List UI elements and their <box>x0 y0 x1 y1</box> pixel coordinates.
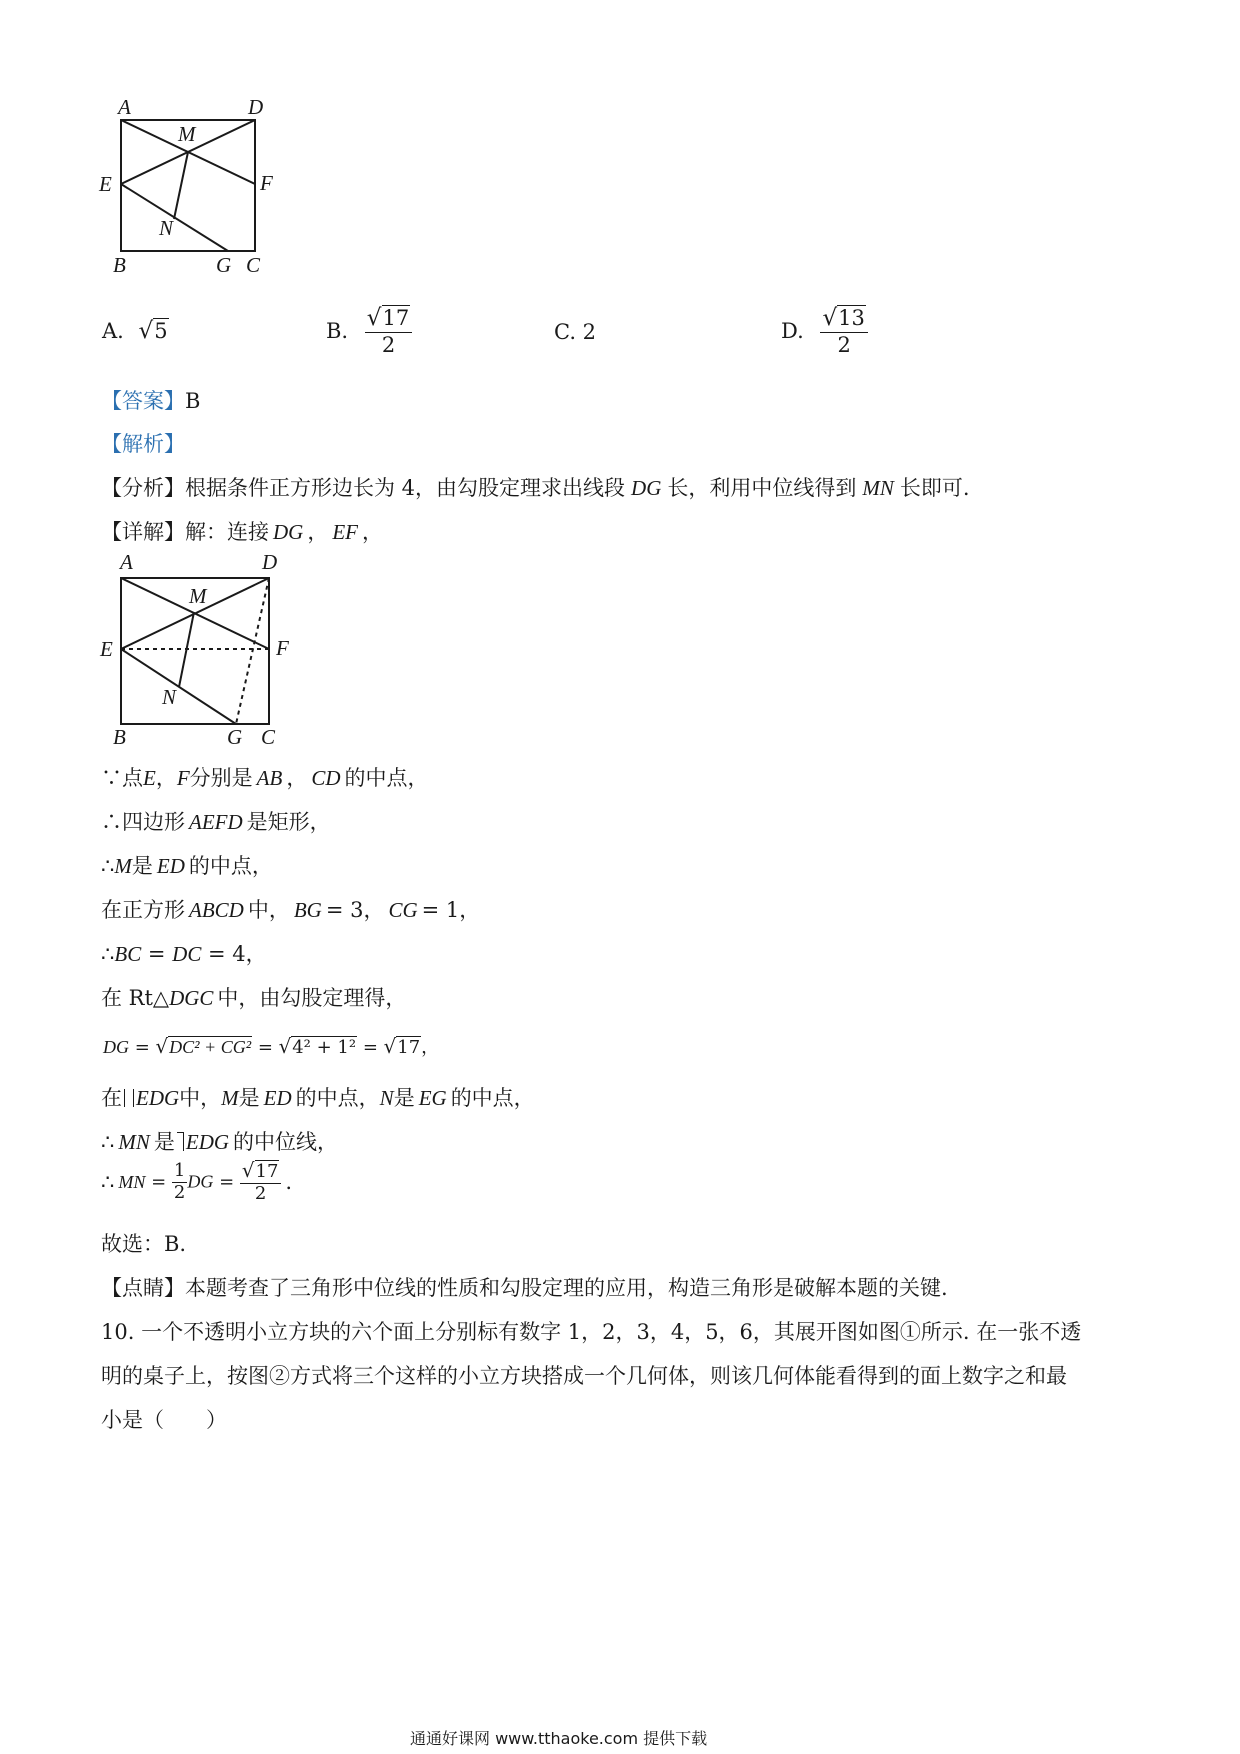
figure-2-square-diagram <box>95 548 310 753</box>
option-b: B. $\frac{√17}{2}$ <box>326 305 412 357</box>
fenxi-var-dg: DG <box>631 476 662 500</box>
answer-line <box>101 385 200 415</box>
step-1-var-e: E <box>143 766 156 790</box>
step-3-var-m: M <box>114 854 132 878</box>
step-1-text-g: ， <box>286 766 308 790</box>
step-2-text-a: ∴四边形 <box>101 810 185 834</box>
step-4-text-g: = 1， <box>421 898 481 922</box>
label-B: B <box>113 725 126 749</box>
answer-value: B <box>185 389 201 413</box>
step-4-var-bg: BG <box>293 898 322 922</box>
step-3-var-ed: ED <box>156 854 185 878</box>
xiangjie-tag: 【详解】 <box>101 520 185 544</box>
triangle-placeholder-icon <box>177 1132 184 1151</box>
step-10-frac-num: 1 <box>173 1160 186 1182</box>
label-M: M <box>178 122 196 146</box>
step-8-text-a: 在 <box>101 1086 122 1110</box>
step-2 <box>101 806 331 836</box>
step-7-comma: ， <box>421 1037 440 1058</box>
fenxi-text-1: 根据条件正方形边长为 4，由勾股定理求出线段 <box>185 476 626 500</box>
option-a-prefix: A. <box>102 319 124 343</box>
label-N: N <box>159 216 174 240</box>
option-d-prefix: D. <box>781 318 804 343</box>
step-4-var-cg: CG <box>388 898 418 922</box>
option-a-radicand: 5 <box>154 319 168 343</box>
step-6-text-a: 在 Rt△ <box>101 986 170 1010</box>
option-b-radicand: 17 <box>382 306 410 330</box>
step-7-eq-2: = <box>252 1037 279 1058</box>
step-9-var-edg: EDG <box>185 1130 230 1154</box>
step-6 <box>101 982 406 1012</box>
label-G: G <box>227 725 243 749</box>
step-9-text-c: 是 <box>153 1130 175 1154</box>
step-10-frac-den: 2 <box>173 1181 186 1203</box>
fenxi-line <box>101 472 970 502</box>
label-E: E <box>99 172 112 196</box>
step-9-text-a: ∴ <box>101 1130 115 1154</box>
footer-text: 通通好课网 www.tthaoke.com 提供下载 <box>410 1729 708 1748</box>
fenxi-text-2: 长，利用中位线得到 <box>667 476 857 500</box>
analysis-tag: 【解析】 <box>101 432 185 456</box>
step-3-text-e: 的中点， <box>188 854 273 878</box>
label-C: C <box>246 253 261 277</box>
xiangjie-text-3: ， <box>362 520 383 544</box>
step-1-var-cd: CD <box>311 766 341 790</box>
step-7-radicand-3: 17 <box>397 1037 421 1058</box>
step-3 <box>101 850 273 880</box>
step-8-var-m: M <box>221 1086 239 1110</box>
step-8-text-g: 的中点， <box>295 1086 380 1110</box>
step-8-var-ed: ED <box>263 1086 292 1110</box>
label-B: B <box>113 253 126 277</box>
step-8 <box>101 1082 535 1112</box>
step-8-var-eg: EG <box>418 1086 447 1110</box>
step-8-text-e: 是 <box>238 1086 260 1110</box>
step-5-text-a: ∴ <box>101 942 115 966</box>
question-10-line-2: 明的桌子上，按图②方式将三个这样的小立方块搭成一个几何体，则该几何体能看得到的面上数字之和最 <box>101 1364 1067 1388</box>
option-b-prefix: B. <box>326 318 349 343</box>
step-7-eq-3: = <box>357 1037 384 1058</box>
dianjing-tag: 【点睛】 <box>101 1276 185 1300</box>
step-1-text-e: 分别是 <box>189 766 253 790</box>
step-1-text-c: ， <box>155 766 177 790</box>
step-3-text-a: ∴ <box>101 854 115 878</box>
figure-1-square-diagram <box>95 95 295 285</box>
label-A: A <box>120 550 133 574</box>
triangle-placeholder-icon <box>124 1089 134 1107</box>
dianjing-line <box>101 1272 948 1302</box>
step-9-text-e: 的中位线， <box>233 1130 339 1154</box>
step-4-var-abcd: ABCD <box>189 898 244 922</box>
step-1-var-ab: AB <box>256 766 283 790</box>
step-10-eq-2: = <box>213 1171 240 1193</box>
step-8-text-k: 的中点， <box>450 1086 535 1110</box>
step-5 <box>101 938 267 968</box>
step-10-period: . <box>285 1170 293 1195</box>
option-d: D. $\frac{√13}{2}$ <box>781 305 868 357</box>
step-7-radicand-2: 4² + 1² <box>292 1037 357 1058</box>
step-5-text-e: = 4， <box>201 942 267 966</box>
step-1-text-i: 的中点， <box>344 766 429 790</box>
question-10-line-3: 小是（ ） <box>101 1408 227 1432</box>
step-7-formula: DG = √DC² + CG² = √4² + 1² = √17， <box>103 1035 440 1058</box>
step-1 <box>101 762 429 792</box>
step-5-var-bc: BC <box>114 942 142 966</box>
step-8-text-c: 中， <box>179 1086 222 1110</box>
step-5-var-dc: DC <box>172 942 202 966</box>
xiangjie-line <box>101 516 383 546</box>
option-c-text: C. 2 <box>554 320 597 344</box>
step-8-text-i: 是 <box>393 1086 415 1110</box>
step-10-var-mn: MN <box>118 1171 146 1192</box>
xiangjie-text-1: 解：连接 <box>185 520 269 544</box>
step-6-var-dgc: DGC <box>169 986 214 1010</box>
option-c <box>554 320 596 344</box>
step-10-formula: ∴ MN = $\frac{1}{2}$ DG = $\frac{√17}{2}$ . <box>101 1159 293 1204</box>
label-A: A <box>118 95 131 119</box>
step-10-radicand: 17 <box>255 1161 279 1182</box>
option-b-denominator: 2 <box>381 332 396 357</box>
step-8-var-n: N <box>379 1086 394 1110</box>
label-C: C <box>261 725 276 749</box>
step-6-text-c: 中，由勾股定理得， <box>217 986 407 1010</box>
step-10-eq-1: = <box>145 1171 172 1193</box>
label-N: N <box>162 685 177 709</box>
fenxi-tag: 【分析】 <box>101 476 185 500</box>
step-7-radicand-1: DC² + CG² <box>169 1037 252 1057</box>
label-D: D <box>248 95 264 119</box>
option-d-radicand: 13 <box>838 306 865 330</box>
step-9-var-mn: MN <box>118 1130 150 1154</box>
label-M: M <box>189 584 207 608</box>
xiangjie-var-ef: EF <box>332 520 358 544</box>
step-7-var-dg: DG <box>103 1037 129 1057</box>
step-11: 故选：B. <box>101 1232 187 1256</box>
label-E: E <box>100 637 113 661</box>
question-10-line-1: 10. 一个不透明小立方块的六个面上分别标有数字 1，2，3，4，5，6，其展开图如图①所示. 在一张不透 <box>101 1320 1082 1344</box>
label-D: D <box>262 550 278 574</box>
xiangjie-var-dg: DG <box>273 520 304 544</box>
answer-tag: 【答案】 <box>101 389 185 413</box>
step-9 <box>101 1126 338 1156</box>
fenxi-var-mn: MN <box>862 476 894 500</box>
step-3-text-c: 是 <box>131 854 153 878</box>
step-2-var-aefd: AEFD <box>189 810 243 834</box>
option-d-denominator: 2 <box>837 332 851 357</box>
step-7-eq-1: = <box>129 1037 156 1058</box>
step-4-text-a: 在正方形 <box>101 898 185 922</box>
dianjing-text: 本题考查了三角形中位线的性质和勾股定理的应用，构造三角形是破解本题的关键. <box>185 1276 948 1300</box>
step-5-text-c: = <box>141 942 173 966</box>
step-1-text-a: ∵点 <box>101 766 143 790</box>
step-4-text-c: 中， <box>247 898 290 922</box>
step-4-text-e: = 3， <box>325 898 385 922</box>
label-F: F <box>260 171 273 195</box>
label-F: F <box>276 636 289 660</box>
step-10-text-a: ∴ <box>101 1170 115 1195</box>
step-1-var-f: F <box>176 766 190 790</box>
xiangjie-text-2: ， <box>307 520 329 544</box>
step-4 <box>101 894 480 924</box>
fenxi-text-3: 长即可. <box>899 476 970 500</box>
option-a: A. √5 <box>102 318 168 344</box>
label-G: G <box>216 253 232 277</box>
step-8-var-edg: EDG <box>136 1086 180 1110</box>
step-10-den: 2 <box>254 1182 267 1204</box>
step-10-var-dg: DG <box>187 1171 214 1192</box>
step-2-text-c: 是矩形， <box>246 810 331 834</box>
